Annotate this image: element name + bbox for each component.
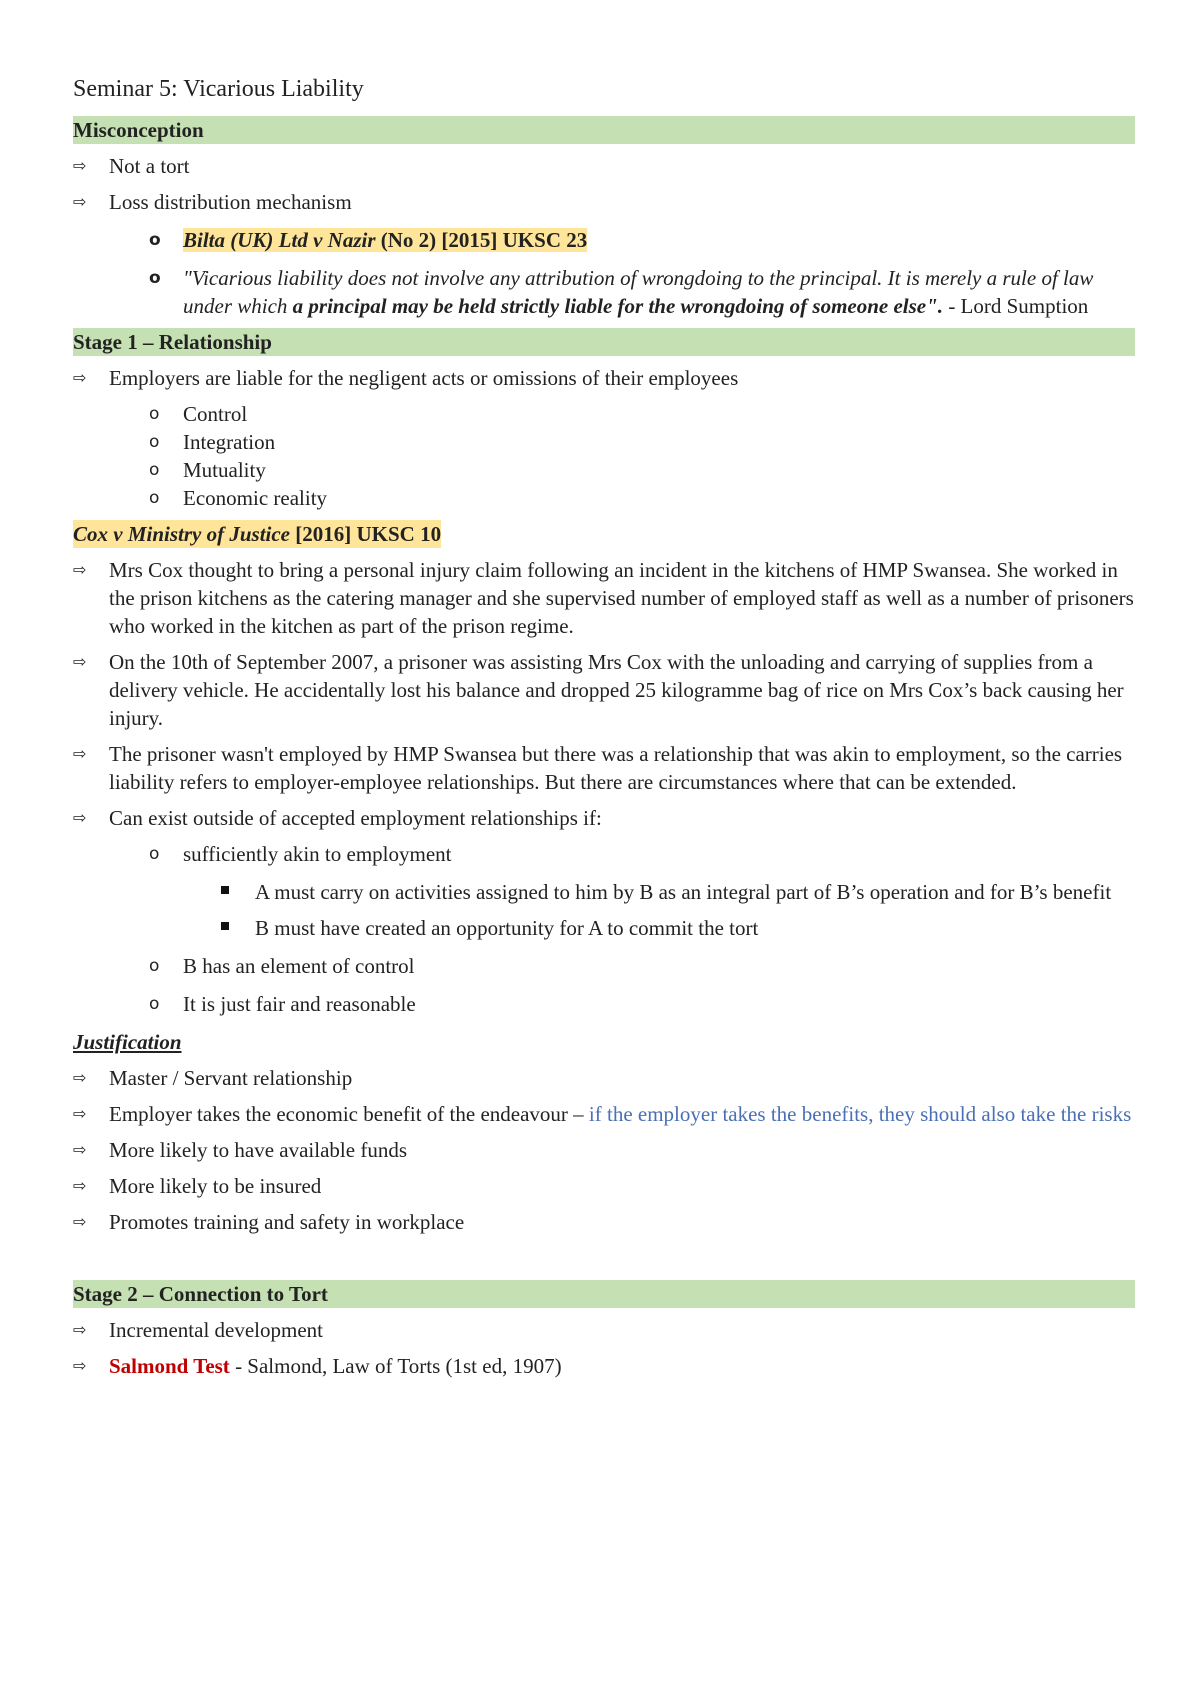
arrow-icon: ⇨: [73, 1176, 87, 1195]
square-bullet-icon: [221, 922, 229, 930]
arrow-icon: ⇨: [73, 1068, 87, 1087]
list-item: ⇨ Not a tort: [73, 154, 190, 178]
list-item: ⇨ The prisoner wasn't employed by HMP Swansea but there was a relationship that was akin to employment, so the carries liability refers to employer-employee relationships. But there are circumstances where that can be extended.: [73, 742, 1123, 794]
page-title: Seminar 5: Vicarious Liability: [73, 76, 364, 102]
case-citation: [2016] UKSC 10: [290, 522, 442, 546]
circle-bullet-icon: o: [149, 268, 161, 288]
arrow-icon: ⇨: [73, 192, 87, 211]
list-item: o sufficiently akin to employment: [149, 842, 452, 866]
case-citation: (No 2) [2015] UKSC 23: [375, 228, 588, 252]
document-page: [73, 74, 1135, 1380]
list-item: ⇨ Can exist outside of accepted employment relationships if:: [73, 806, 602, 830]
case-cox: [73, 520, 1135, 548]
list-item: o Mutuality: [149, 458, 266, 482]
list-item: B must have created an opportunity for A to commit the tort: [73, 914, 1135, 942]
circle-bullet-icon: o: [149, 488, 160, 508]
list-item: ⇨ Incremental development: [73, 1318, 323, 1342]
arrow-icon: ⇨: [73, 1320, 87, 1339]
circle-bullet-icon: o: [149, 844, 160, 864]
square-bullet-icon: [221, 886, 229, 894]
arrow-icon: ⇨: [73, 652, 87, 671]
arrow-icon: ⇨: [73, 1104, 87, 1123]
list-item: o B has an element of control: [149, 954, 415, 978]
heading-stage-1: Stage 1 – Relationship: [73, 328, 1135, 356]
list-item: ⇨ More likely to have available funds: [73, 1138, 407, 1162]
list-item: ⇨ Mrs Cox thought to bring a personal injury claim following an incident in the kitchens of HMP Swansea. She worked in the prison kitchens as the catering manager and she supervised number of employed staff as well as a number of prisoners who worked in the kitchen as part of the prison regime.: [73, 558, 1134, 638]
heading-stage-2: Stage 2 – Connection to Tort: [73, 1280, 1135, 1308]
arrow-icon: ⇨: [73, 744, 87, 763]
list-item: o Control: [149, 402, 248, 426]
salmond-test-label: Salmond Test: [109, 1354, 230, 1378]
factor-list: [73, 400, 1135, 512]
circle-bullet-icon: o: [149, 432, 160, 452]
list-item: o It is just fair and reasonable: [149, 992, 416, 1016]
arrow-icon: ⇨: [73, 1212, 87, 1231]
list-item: ⇨ Master / Servant relationship: [73, 1066, 353, 1090]
heading-justification: Justification: [73, 1030, 182, 1054]
arrow-icon: ⇨: [73, 368, 87, 387]
case-name: Bilta (UK) Ltd v Nazir: [183, 228, 376, 252]
list-item: ⇨ Employer takes the economic benefit of the endeavour – if the employer takes the benefits, they should also take the risks: [73, 1102, 1132, 1126]
circle-bullet-icon: o: [149, 956, 160, 976]
note-text: if the employer takes the benefits, they should also take the risks: [588, 1102, 1132, 1126]
arrow-icon: ⇨: [73, 156, 87, 175]
list-item: ⇨ Employers are liable for the negligent acts or omissions of their employees: [73, 366, 739, 390]
list-item: ⇨ On the 10th of September 2007, a prisoner was assisting Mrs Cox with the unloading and carrying of supplies from a delivery vehicle. He accidentally lost his balance and dropped 25 kilogramme bag of rice on Mrs Cox’s back causing her injury.: [73, 650, 1124, 730]
arrow-icon: ⇨: [73, 808, 87, 827]
arrow-icon: ⇨: [73, 1140, 87, 1159]
circle-bullet-icon: o: [149, 230, 161, 250]
circle-bullet-icon: o: [149, 404, 160, 424]
arrow-icon: ⇨: [73, 560, 87, 579]
arrow-icon: ⇨: [73, 1356, 87, 1375]
case-name: Cox v Ministry of Justice: [73, 522, 291, 546]
heading-misconception: Misconception: [73, 116, 1135, 144]
list-item: ⇨ Salmond Test - Salmond, Law of Torts (1st ed, 1907): [73, 1354, 562, 1378]
list-item: ⇨ Loss distribution mechanism: [73, 190, 352, 214]
list-item: A must carry on activities assigned to him by B as an integral part of B’s operation and for B’s benefit: [73, 878, 1135, 906]
case-bilta: [73, 226, 1135, 254]
circle-bullet-icon: o: [149, 994, 160, 1014]
list-item: ⇨ More likely to be insured: [73, 1174, 322, 1198]
list-item: o Economic reality: [149, 486, 328, 510]
list-item: ⇨ Promotes training and safety in workplace: [73, 1210, 465, 1234]
quote-sumption: o "Vicarious liability does not involve any attribution of wrongdoing to the principal. It is merely a rule of law under which a principal may be held strictly liable for the wrongdoing of someone else". - Lord Sumption: [149, 266, 1094, 318]
list-item: o Integration: [149, 430, 276, 454]
circle-bullet-icon: o: [149, 460, 160, 480]
